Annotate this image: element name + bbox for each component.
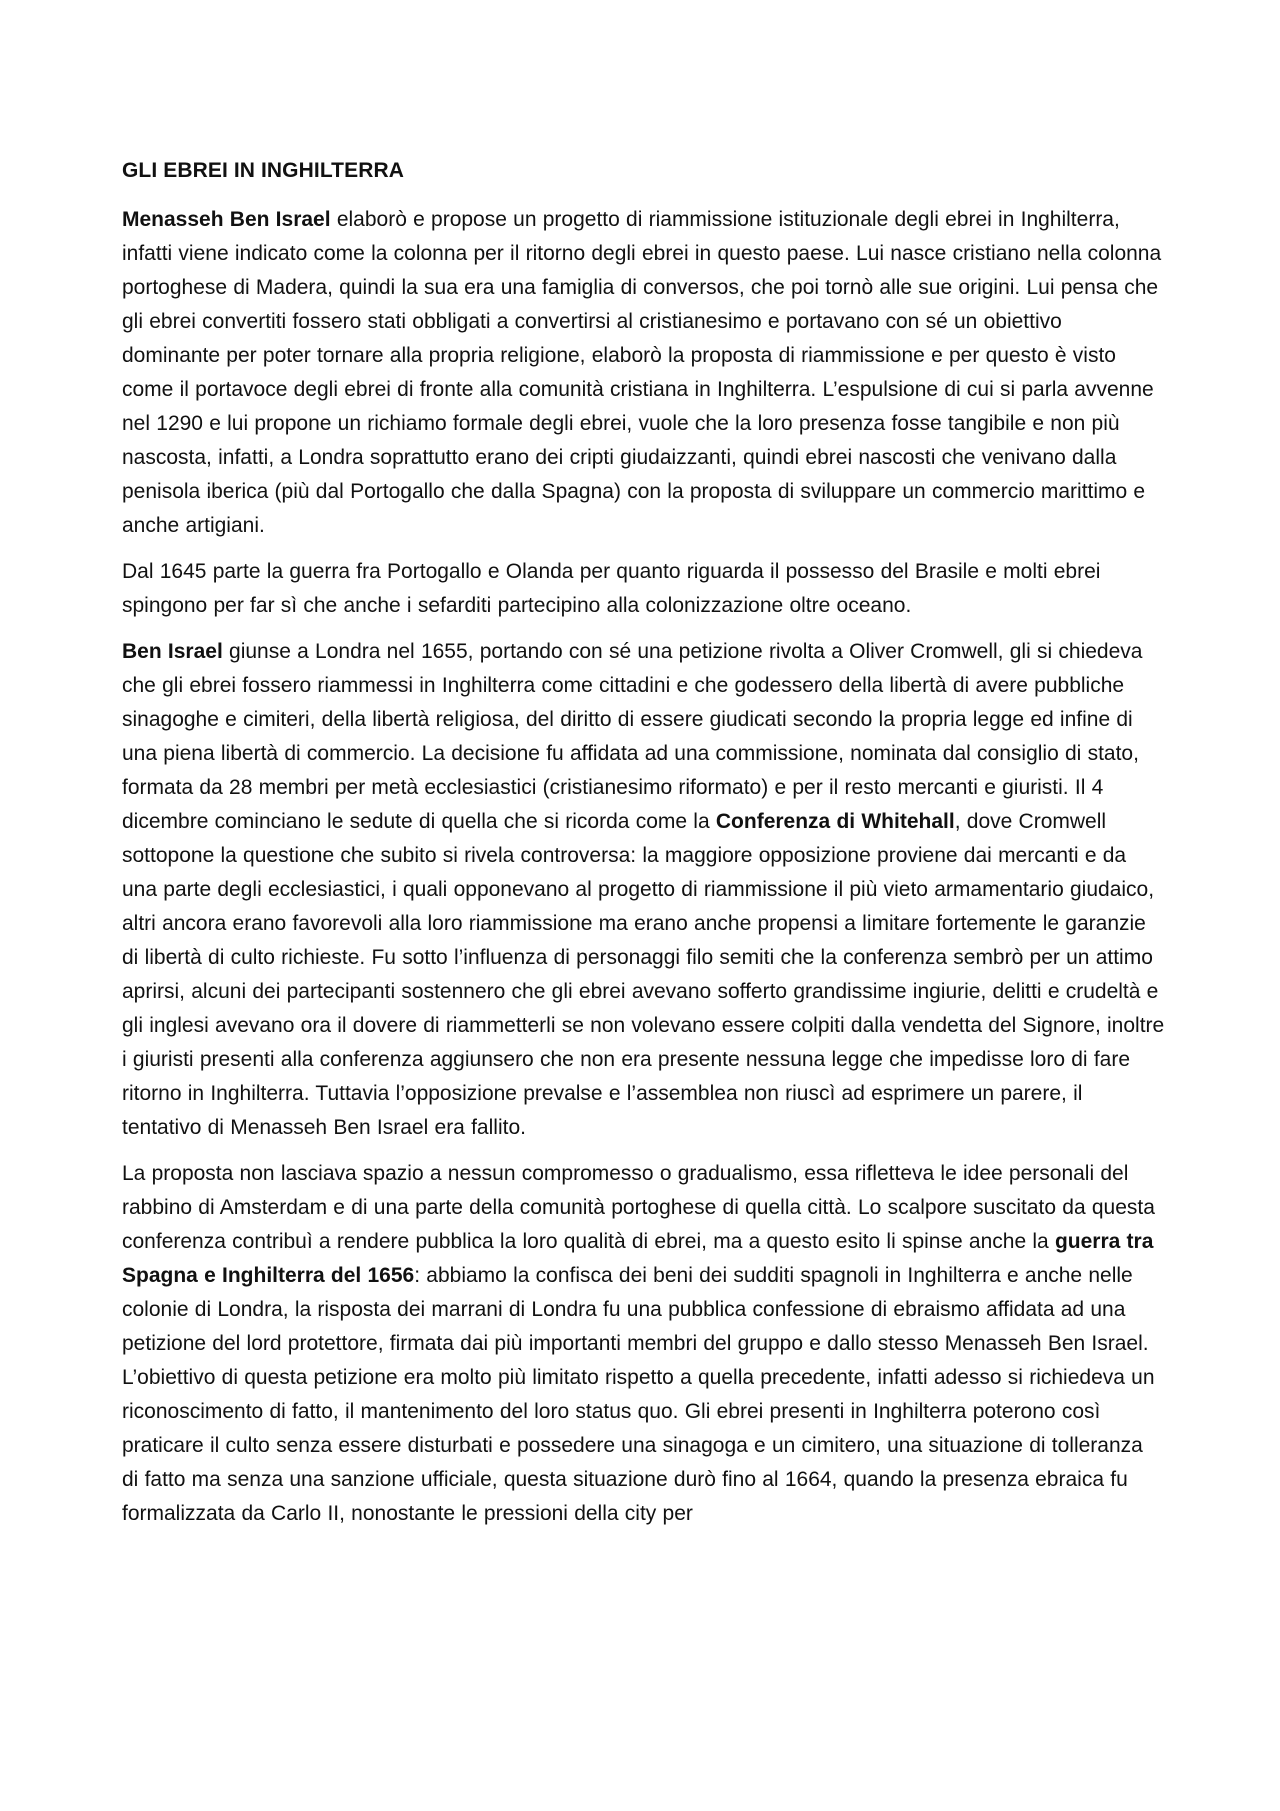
paragraph-3-text-b: , dove Cromwell sottopone la questione che subito si rivela controversa: la maggiore opposizione proviene dai mercanti e da una parte degli ecclesiastici, i quali opponevano al progetto di riammissione il più vieto armamentario giudaico, altri ancora erano favorevoli alla loro riammissione ma erano anche propensi a limitare fortemente le garanzie di libertà di culto richieste. Fu sotto l’influenza di personaggi filo semiti che la conferenza sembrò per un attimo aprirsi, alcuni dei partecipanti sostennero che gli ebrei avevano sofferto grandissime ingiurie, delitti e crudeltà e gli inglesi avevano ora il dovere di riammetterli se non volevano essere colpiti dalla vendetta del Signore, inoltre i giuristi presenti alla conferenza aggiunsero che non era presente nessuna legge che impedisse loro di fare ritorno in Inghilterra. Tuttavia l’opposizione prevalse e l’assemblea non riuscì ad esprimere un parere, il tentativo di Menasseh Ben Israel era fallito.	[122, 810, 1165, 1139]
document-title: GLI EBREI IN INGHILTERRA	[122, 159, 405, 182]
bold-name-menasseh: Menasseh Ben Israel	[122, 208, 331, 231]
paragraph-1-text: elaborò e propose un progetto di riammissione istituzionale degli ebrei in Inghilterra, infatti viene indicato come la colonna per il ritorno degli ebrei in questo paese. Lui nasce cristiano nella colonna portoghese di Madera, quindi la sua era una famiglia di conversos, che poi tornò alle sue origini. Lui pensa che gli ebrei convertiti fossero stati obbligati a convertirsi al cristianesimo e portavano con sé un obiettivo dominante per poter tornare alla propria religione, elaborò la proposta di riammissione e per questo è visto come il portavoce degli ebrei di fronte alla comunità cristiana in Inghilterra. L’espulsione di cui si parla avvenne nel 1290 e lui propone un richiamo formale degli ebrei, vuole che la loro presenza fosse tangibile e non più nascosta, infatti, a Londra soprattutto erano dei cripti giudaizzanti, quindi ebrei nascosti che venivano dalla penisola iberica (più dal Portogallo che dalla Spagna) con la proposta di sviluppare un commercio marittimo e anche artigiani.	[122, 208, 1162, 537]
bold-guerra-1656: guerra tra Spagna e Inghilterra del 1656	[122, 1230, 1154, 1287]
paragraph-4-text-b: : abbiamo la confisca dei beni dei sudditi spagnoli in Inghilterra e anche nelle colonie di Londra, la risposta dei marrani di Londra fu una pubblica confessione di ebraismo affidata ad una petizione del lord protettore, firmata dai più importanti membri del gruppo e dallo stesso Menasseh Ben Israel. L’obiettivo di questa petizione era molto più limitato rispetto a quella precedente, infatti adesso si richiedeva un riconoscimento di fatto, il mantenimento del loro status quo. Gli ebrei presenti in Inghilterra poterono così praticare il culto senza essere disturbati e possedere una sinagoga e un cimitero, una situazione di tolleranza di fatto ma senza una sanzione ufficiale, questa situazione durò fino al 1664, quando la presenza ebraica fu formalizzata da Carlo II, nonostante le pressioni della city per	[122, 1264, 1155, 1525]
paragraph-2-text: Dal 1645 parte la guerra fra Portogallo e Olanda per quanto riguarda il possesso del Brasile e molti ebrei spingono per far sì che anche i sefarditi partecipino alla colonizzazione oltre oceano.	[122, 560, 1101, 617]
paragraph-2	[122, 555, 1165, 623]
bold-name-ben-israel: Ben Israel	[122, 640, 223, 663]
paragraph-1	[122, 203, 1165, 543]
paragraph-3-text-a: giunse a Londra nel 1655, portando con sé una petizione rivolta a Oliver Cromwell, gli si chiedeva che gli ebrei fossero riammessi in Inghilterra come cittadini e che godessero della libertà di avere pubbliche sinagoghe e cimiteri, della libertà religiosa, del diritto di essere giudicati secondo la propria legge ed infine di una piena libertà di commercio. La decisione fu affidata ad una commissione, nominata dal consiglio di stato, formata da 28 membri per metà ecclesiastici (cristianesimo riformato) e per il resto mercanti e giuristi. Il 4 dicembre cominciano le sedute di quella che si ricorda come la	[122, 640, 1143, 833]
bold-conferenza-whitehall: Conferenza di Whitehall	[715, 810, 955, 833]
paragraph-3	[122, 635, 1165, 1145]
paragraph-4	[122, 1157, 1165, 1531]
paragraph-4-text-a: La proposta non lasciava spazio a nessun compromesso o gradualismo, essa rifletteva le idee personali del rabbino di Amsterdam e di una parte della comunità portoghese di quella città. Lo scalpore suscitato da questa conferenza contribuì a rendere pubblica la loro qualità di ebrei, ma a questo esito li spinse anche la	[122, 1162, 1155, 1253]
